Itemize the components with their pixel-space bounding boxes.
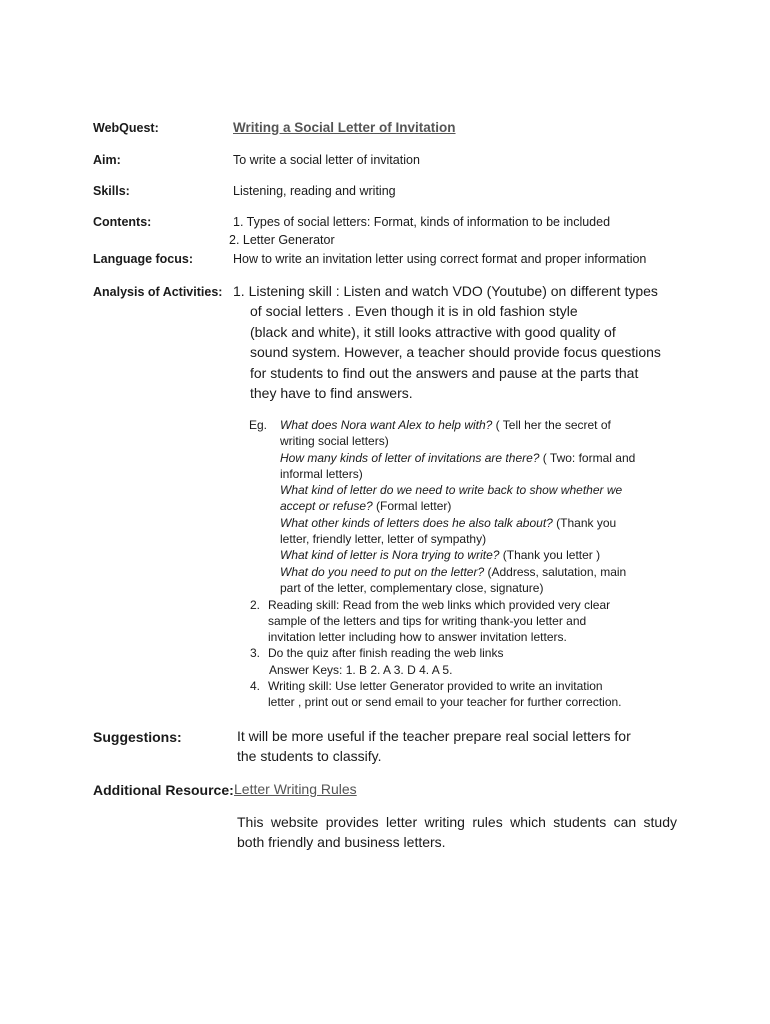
listening-line: of social letters . Even though it is in old fashion style (250, 303, 578, 319)
additional-resource-label: Additional Resource: (93, 782, 234, 798)
suggestions-label: Suggestions: (93, 729, 182, 745)
example-line: letter, friendly letter, letter of sympathy) (280, 532, 487, 546)
quiz-line: Do the quiz after finish reading the web links (268, 646, 504, 660)
example-line: What do you need to put on the letter? (Address, salutation, main (280, 565, 627, 579)
writing-line: letter , print out or send email to your teacher for further correction. (268, 695, 622, 709)
reading-line: sample of the letters and tips for writing thank-you letter and (268, 614, 587, 628)
aim-label: Aim: (93, 153, 121, 167)
suggestions-line: the students to classify. (237, 748, 382, 764)
listening-line: they have to find answers. (250, 385, 413, 401)
example-line: informal letters) (280, 467, 363, 481)
item-number: 2. (250, 598, 261, 612)
webquest-title: Writing a Social Letter of Invitation (233, 120, 456, 135)
eg-label: Eg. (249, 418, 268, 432)
listening-line: sound system. However, a teacher should provide focus questions (250, 344, 661, 360)
contents-item: 2. Letter Generator (229, 233, 335, 247)
item-number: 3. (250, 646, 261, 660)
example-line: What kind of letter is Nora trying to write? (Thank you letter ) (280, 548, 601, 562)
listening-line: 1. Listening skill : Listen and watch VDO (Youtube) on different types (233, 283, 658, 299)
letter-writing-rules-link[interactable]: Letter Writing Rules (234, 781, 357, 797)
contents-item: 1. Types of social letters: Format, kinds of information to be included (233, 215, 611, 229)
example-line: How many kinds of letter of invitations are there? ( Two: formal and (280, 451, 636, 465)
listening-line: (black and white), it still looks attractive with good quality of (250, 324, 616, 340)
webquest-label: WebQuest: (93, 121, 159, 135)
example-line: writing social letters) (280, 434, 389, 448)
item-number: 4. (250, 679, 261, 693)
example-line: accept or refuse? (Formal letter) (280, 499, 452, 513)
reading-line: Reading skill: Read from the web links which provided very clear (268, 598, 611, 612)
reading-line: invitation letter including how to answer invitation letters. (268, 630, 567, 644)
quiz-line: Answer Keys: 1. B 2. A 3. D 4. A 5. (269, 663, 453, 677)
suggestions-line: It will be more useful if the teacher prepare real social letters for (237, 728, 631, 744)
resource-description: This website provides letter writing rules which students can study (237, 814, 677, 830)
resource-description: both friendly and business letters. (237, 834, 446, 850)
skills-value: Listening, reading and writing (233, 184, 396, 198)
writing-line: Writing skill: Use letter Generator provided to write an invitation (268, 679, 603, 693)
listening-line: for students to find out the answers and pause at the parts that (250, 365, 639, 381)
aim-value: To write a social letter of invitation (233, 153, 420, 167)
example-line: What does Nora want Alex to help with? ( Tell her the secret of (280, 418, 611, 432)
example-line: What other kinds of letters does he also talk about? (Thank you (280, 516, 617, 530)
skills-label: Skills: (93, 184, 130, 198)
language-focus-label: Language focus: (93, 252, 194, 266)
example-line: part of the letter, complementary close, signature) (280, 581, 544, 595)
contents-label: Contents: (93, 215, 152, 229)
example-line: What kind of letter do we need to write back to show whether we (280, 483, 623, 497)
analysis-label: Analysis of Activities: (93, 285, 223, 299)
language-focus-value: How to write an invitation letter using correct format and proper information (233, 252, 647, 266)
